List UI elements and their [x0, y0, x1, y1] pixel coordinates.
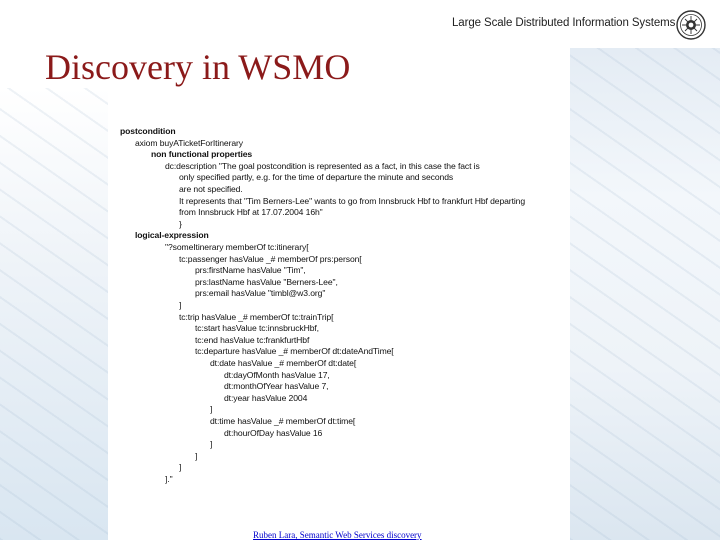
code-line: only specified partly, e.g. for the time of departure the minute and seconds — [179, 172, 454, 183]
code-line: ] — [179, 300, 182, 310]
footer-source-link[interactable]: Ruben Lara, Semantic Web Services discovery — [253, 530, 422, 540]
code-line: ] — [210, 404, 213, 415]
code-line: tc:start hasValue tc:innsbruckHbf, — [195, 323, 319, 334]
code-line: } — [179, 218, 182, 229]
code-line: are not specified. — [179, 184, 243, 194]
code-line: ] — [210, 439, 213, 450]
code-line: tc:end hasValue tc:frankfurtHbf — [195, 334, 310, 345]
background-decoration-left — [0, 88, 108, 540]
code-line: dc:description "The goal postcondition is represented as a fact, in this case the fact is — [165, 160, 480, 171]
code-line: non functional properties — [151, 149, 253, 160]
header-title: Large Scale Distributed Information Systems — [452, 17, 676, 29]
code-line: dt:year hasValue 2004 — [224, 392, 308, 403]
code-line: ] — [195, 450, 198, 461]
code-line: logical-expression — [135, 230, 209, 241]
code-line: prs:lastName hasValue "Berners-Lee", — [195, 276, 338, 287]
code-line: ] — [179, 462, 182, 473]
code-line: dt:time hasValue _# memberOf dt:time[ — [210, 416, 356, 426]
code-line: dt:date hasValue _# memberOf dt:date[ — [210, 358, 357, 368]
code-line: prs:email hasValue "timbl@w3.org" — [195, 288, 326, 299]
code-line: axiom buyATicketForItinerary — [135, 137, 243, 148]
slide-title: Discovery in WSMO — [45, 47, 351, 87]
code-line: from Innsbruck Hbf at 17.07.2004 16h" — [179, 207, 323, 218]
code-line: postcondition — [120, 126, 176, 136]
code-line: dt:monthOfYear hasValue 7, — [224, 381, 329, 392]
code-line: prs:firstName hasValue "Tim", — [195, 265, 306, 276]
university-seal-icon — [676, 10, 706, 40]
code-line: dt:dayOfMonth hasValue 17, — [224, 369, 330, 380]
code-line: tc:departure hasValue _# memberOf dt:dateAndTime[ — [195, 346, 394, 357]
code-listing-panel — [108, 124, 570, 500]
background-decoration-right — [570, 48, 720, 540]
code-line: ]." — [165, 474, 173, 484]
code-line: tc:passenger hasValue _# memberOf prs:person[ — [179, 253, 362, 264]
code-line: dt:hourOfDay hasValue 16 — [224, 427, 323, 438]
code-line: "?someItinerary memberOf tc:itinerary[ — [165, 242, 309, 252]
code-line: tc:trip hasValue _# memberOf tc:trainTrip[ — [179, 311, 334, 322]
code-line: It represents that "Tim Berners-Lee" wants to go from Innsbruck Hbf to frankfurt Hbf departing — [179, 195, 526, 206]
